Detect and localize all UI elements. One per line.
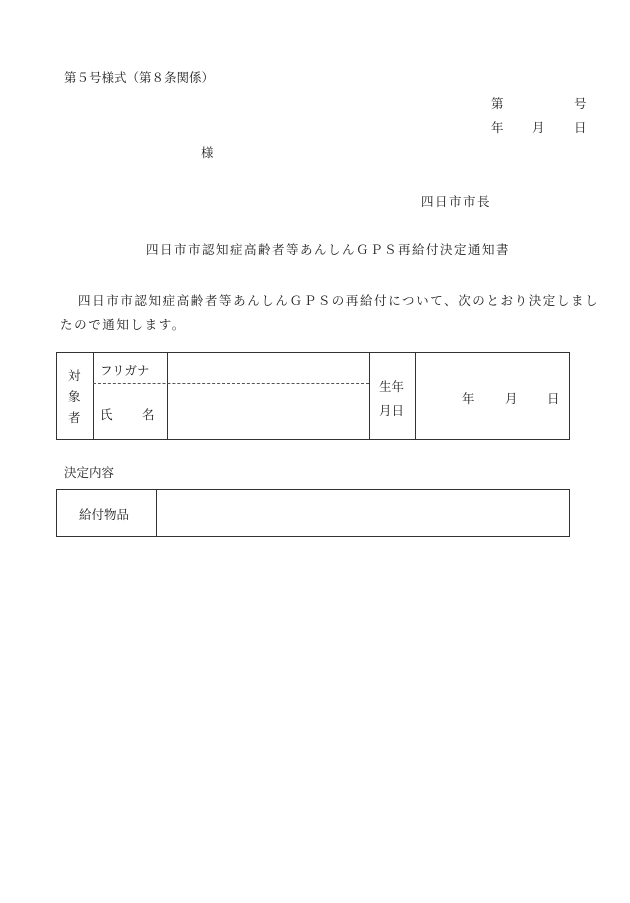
- benefit-item-label: 給付物品: [79, 507, 130, 522]
- subject-row-header-2: 象: [68, 389, 81, 404]
- birthdate-label-top: 生年: [379, 379, 405, 394]
- subject-row-header-1: 対: [68, 368, 81, 383]
- body-text-line-2: たので通知します。: [60, 317, 186, 332]
- date-month-label: 月: [532, 120, 545, 135]
- name-label-first: 氏: [100, 407, 113, 422]
- furigana-separator: [93, 383, 369, 384]
- birthdate-month: 月: [505, 391, 518, 406]
- name-label-second: 名: [142, 407, 155, 422]
- table-divider: [167, 353, 168, 439]
- issuer-name: 四日市市長: [421, 194, 492, 209]
- table-divider: [156, 490, 157, 536]
- table-divider: [415, 353, 416, 439]
- subject-row-header-3: 者: [68, 410, 81, 425]
- birthdate-year: 年: [462, 391, 475, 406]
- decision-table: [56, 489, 570, 537]
- addressee-honorific: 様: [201, 145, 214, 160]
- doc-number-prefix: 第: [491, 96, 504, 111]
- decision-section-label: 決定内容: [64, 465, 115, 480]
- doc-number-suffix: 号: [574, 96, 587, 111]
- birthdate-label-bottom: 月日: [379, 403, 405, 418]
- table-divider: [93, 353, 94, 439]
- body-text-line-1: 四日市市認知症高齢者等あんしんＧＰＳの再給付について、次のとおり決定しまし: [78, 293, 600, 308]
- form-number-label: 第５号様式（第８条関係）: [64, 70, 215, 85]
- date-year-label: 年: [491, 120, 504, 135]
- subject-table: [56, 352, 570, 440]
- table-divider: [369, 353, 370, 439]
- furigana-label: フリガナ: [100, 363, 150, 378]
- birthdate-day: 日: [547, 391, 560, 406]
- document-title: 四日市市認知症高齢者等あんしんＧＰＳ再給付決定通知書: [146, 242, 511, 257]
- date-day-label: 日: [574, 120, 587, 135]
